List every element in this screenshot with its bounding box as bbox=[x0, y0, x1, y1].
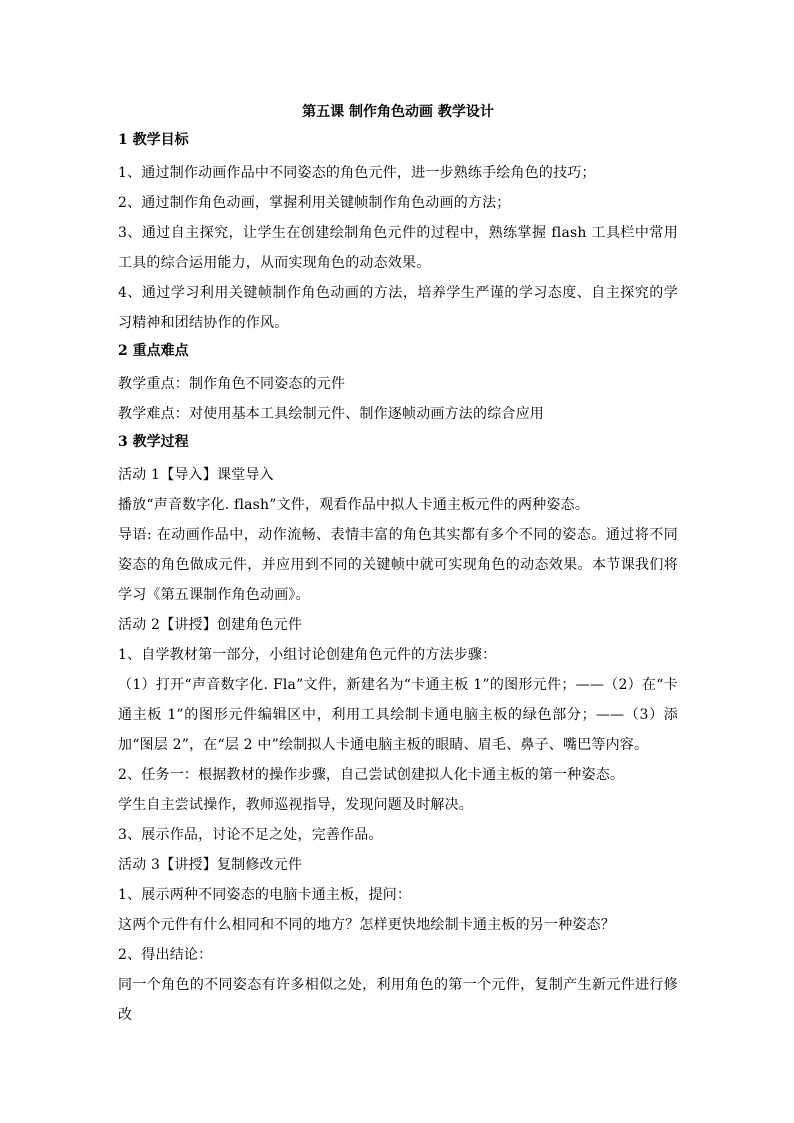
activity-3-text-4: 同一个角色的不同姿态有许多相似之处，利用角色的第一个元件，复制产生新元件进行修改 bbox=[118, 977, 678, 1023]
document-title: 第五课 制作角色动画 教学设计 bbox=[302, 104, 494, 120]
key-point: 教学重点：制作角色不同姿态的元件 bbox=[118, 376, 346, 392]
activity-2-text-5: 3、展示作品，讨论不足之处，完善作品。 bbox=[118, 827, 383, 843]
activity-3-text-1: 1、展示两种不同姿态的电脑卡通主板，提问： bbox=[118, 887, 412, 903]
heading-teaching-process: 3 教学过程 bbox=[118, 434, 189, 450]
document-page bbox=[118, 102, 678, 1030]
activity-3-title: 活动 3【讲授】复制修改元件 bbox=[118, 857, 303, 873]
heading-teaching-goals: 1 教学目标 bbox=[118, 132, 189, 148]
activity-2-text-1: 1、自学教材第一部分，小组讨论创建角色元件的方法步骤： bbox=[118, 647, 497, 663]
heading-key-difficult: 2 重点难点 bbox=[118, 343, 189, 359]
activity-1-text-1: 播放“声音数字化. flash”文件，观看作品中拟人卡通主板元件的两种姿态。 bbox=[118, 497, 590, 513]
activity-3-text-3: 2、得出结论： bbox=[118, 947, 213, 963]
goal-item-3: 3、通过自主探究，让学生在创建绘制角色元件的过程中，熟练掌握 flash 工具栏中常用工具的综合运用能力，从而实现角色的动态效果。 bbox=[118, 225, 678, 271]
activity-3-text-2: 这两个元件有什么相同和不同的地方？怎样更快地绘制卡通主板的另一种姿态？ bbox=[118, 917, 615, 933]
goal-item-2: 2、通过制作角色动画，掌握利用关键帧制作角色动画的方法； bbox=[118, 195, 511, 211]
difficult-point: 教学难点：对使用基本工具绘制元件、制作逐帧动画方法的综合应用 bbox=[118, 406, 544, 422]
goal-item-1: 1、通过制作动画作品中不同姿态的角色元件，进一步熟练手绘角色的技巧； bbox=[118, 165, 596, 181]
activity-2-text-2: （1）打开“声音数字化. Fla”文件，新建名为“卡通主板 1”的图形元件；——（2）在“卡通主板 1”的图形元件编辑区中，利用工具绘制卡通电脑主板的绿色部分；——（3）添加“图层 2”，在“层 2 中”绘制拟人卡通电脑主板的眼睛、眉毛、鼻子、嘴巴等内容。 bbox=[118, 677, 678, 753]
goal-item-4: 4、通过学习利用关键帧制作角色动画的方法，培养学生严谨的学习态度、自主探究的学习精神和团结协作的作风。 bbox=[118, 285, 678, 331]
activity-1-title: 活动 1【导入】课堂导入 bbox=[118, 467, 274, 483]
activity-2-text-4: 学生自主尝试操作，教师巡视指导，发现问题及时解决。 bbox=[118, 797, 473, 813]
activity-1-text-2: 导语: 在动画作品中，动作流畅、表情丰富的角色其实都有多个不同的姿态。通过将不同姿态的角色做成元件，并应用到不同的关键帧中就可实现角色的动态效果。本节课我们将学习《第五课制作角色动画》。 bbox=[118, 527, 678, 603]
activity-2-text-3: 2、任务一：根据教材的操作步骤，自己尝试创建拟人化卡通主板的第一种姿态。 bbox=[118, 767, 625, 783]
activity-2-title: 活动 2【讲授】创建角色元件 bbox=[118, 617, 303, 633]
